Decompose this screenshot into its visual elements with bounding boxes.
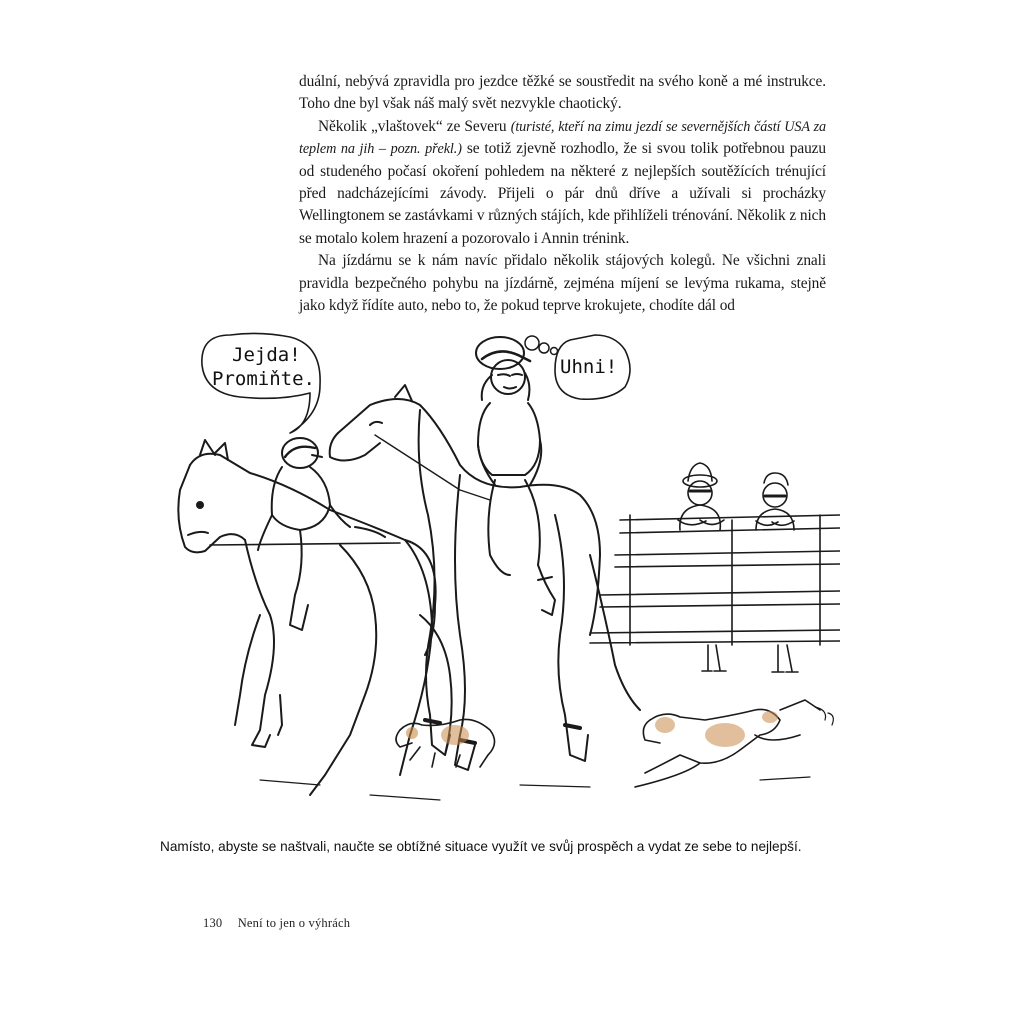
- ground-lines: [260, 777, 810, 800]
- center-rider: [476, 337, 555, 615]
- page-footer: [203, 916, 350, 931]
- center-horse: [330, 385, 640, 770]
- illustration-caption: Namísto, abyste se naštvali, naučte se obtížné situace využít ve svůj prospěch a vydat ze sebe to nejlepší.: [160, 839, 802, 854]
- paragraph-2-start: Několik „vlaštovek“ ze Severu: [318, 117, 511, 135]
- running-title: Není to jen o výhrách: [237, 916, 351, 930]
- bubble-left-line1: Jejda!: [232, 344, 301, 366]
- bubble-right-text: Uhni!: [560, 356, 618, 378]
- left-horse: [178, 440, 451, 795]
- bubble-left-line2: Promiňte.: [212, 368, 315, 390]
- body-text: [299, 71, 826, 317]
- small-dog-left: [396, 719, 495, 767]
- speech-bubble-left: [202, 333, 320, 433]
- thought-bubble-right: [525, 335, 630, 399]
- riding-arena-illustration: [160, 315, 840, 830]
- spectators: [678, 463, 798, 672]
- paragraph-1: duální, nebývá zpravidla pro jezdce těžké se soustředit na svého koně a mé instrukce. Toho dne byl však náš malý svět nezvykle chaotický.: [299, 73, 826, 113]
- running-dog-right: [635, 700, 833, 787]
- page-number: 130: [203, 916, 223, 930]
- paragraph-3: Na jízdárnu se k nám navíc přidalo několik stájových kolegů. Ne všichni znali pravidla bezpečného pohybu na jízdárně, zejména míjení se levýma rukama, stejně jako když řídíte auto, nebo to, že pokud teprve krokujete, chodíte dál od: [299, 252, 826, 315]
- arena-fence: [210, 515, 840, 645]
- left-rider: [258, 438, 385, 630]
- translator-note: (turisté, kteří na zimu jezdí se severnějších částí USA za teplem na jih – pozn. překl.): [299, 118, 826, 158]
- paragraph-2-end: se totiž zjevně rozhodlo, že si svou tolik potřebnou pauzu od studeného počasí okoření pohledem na některé z nejlepších soutěžících trénující před nadcházejícími závody. Přijeli o pár dnů dříve a užívali si procházky Wellingtonem se zastávkami v různých stájích, kde přihlíželi trénování. Několik z nich se motalo kolem hrazení a pozorovalo i Annin trénink.: [299, 140, 826, 247]
- paragraph-2: [299, 116, 826, 250]
